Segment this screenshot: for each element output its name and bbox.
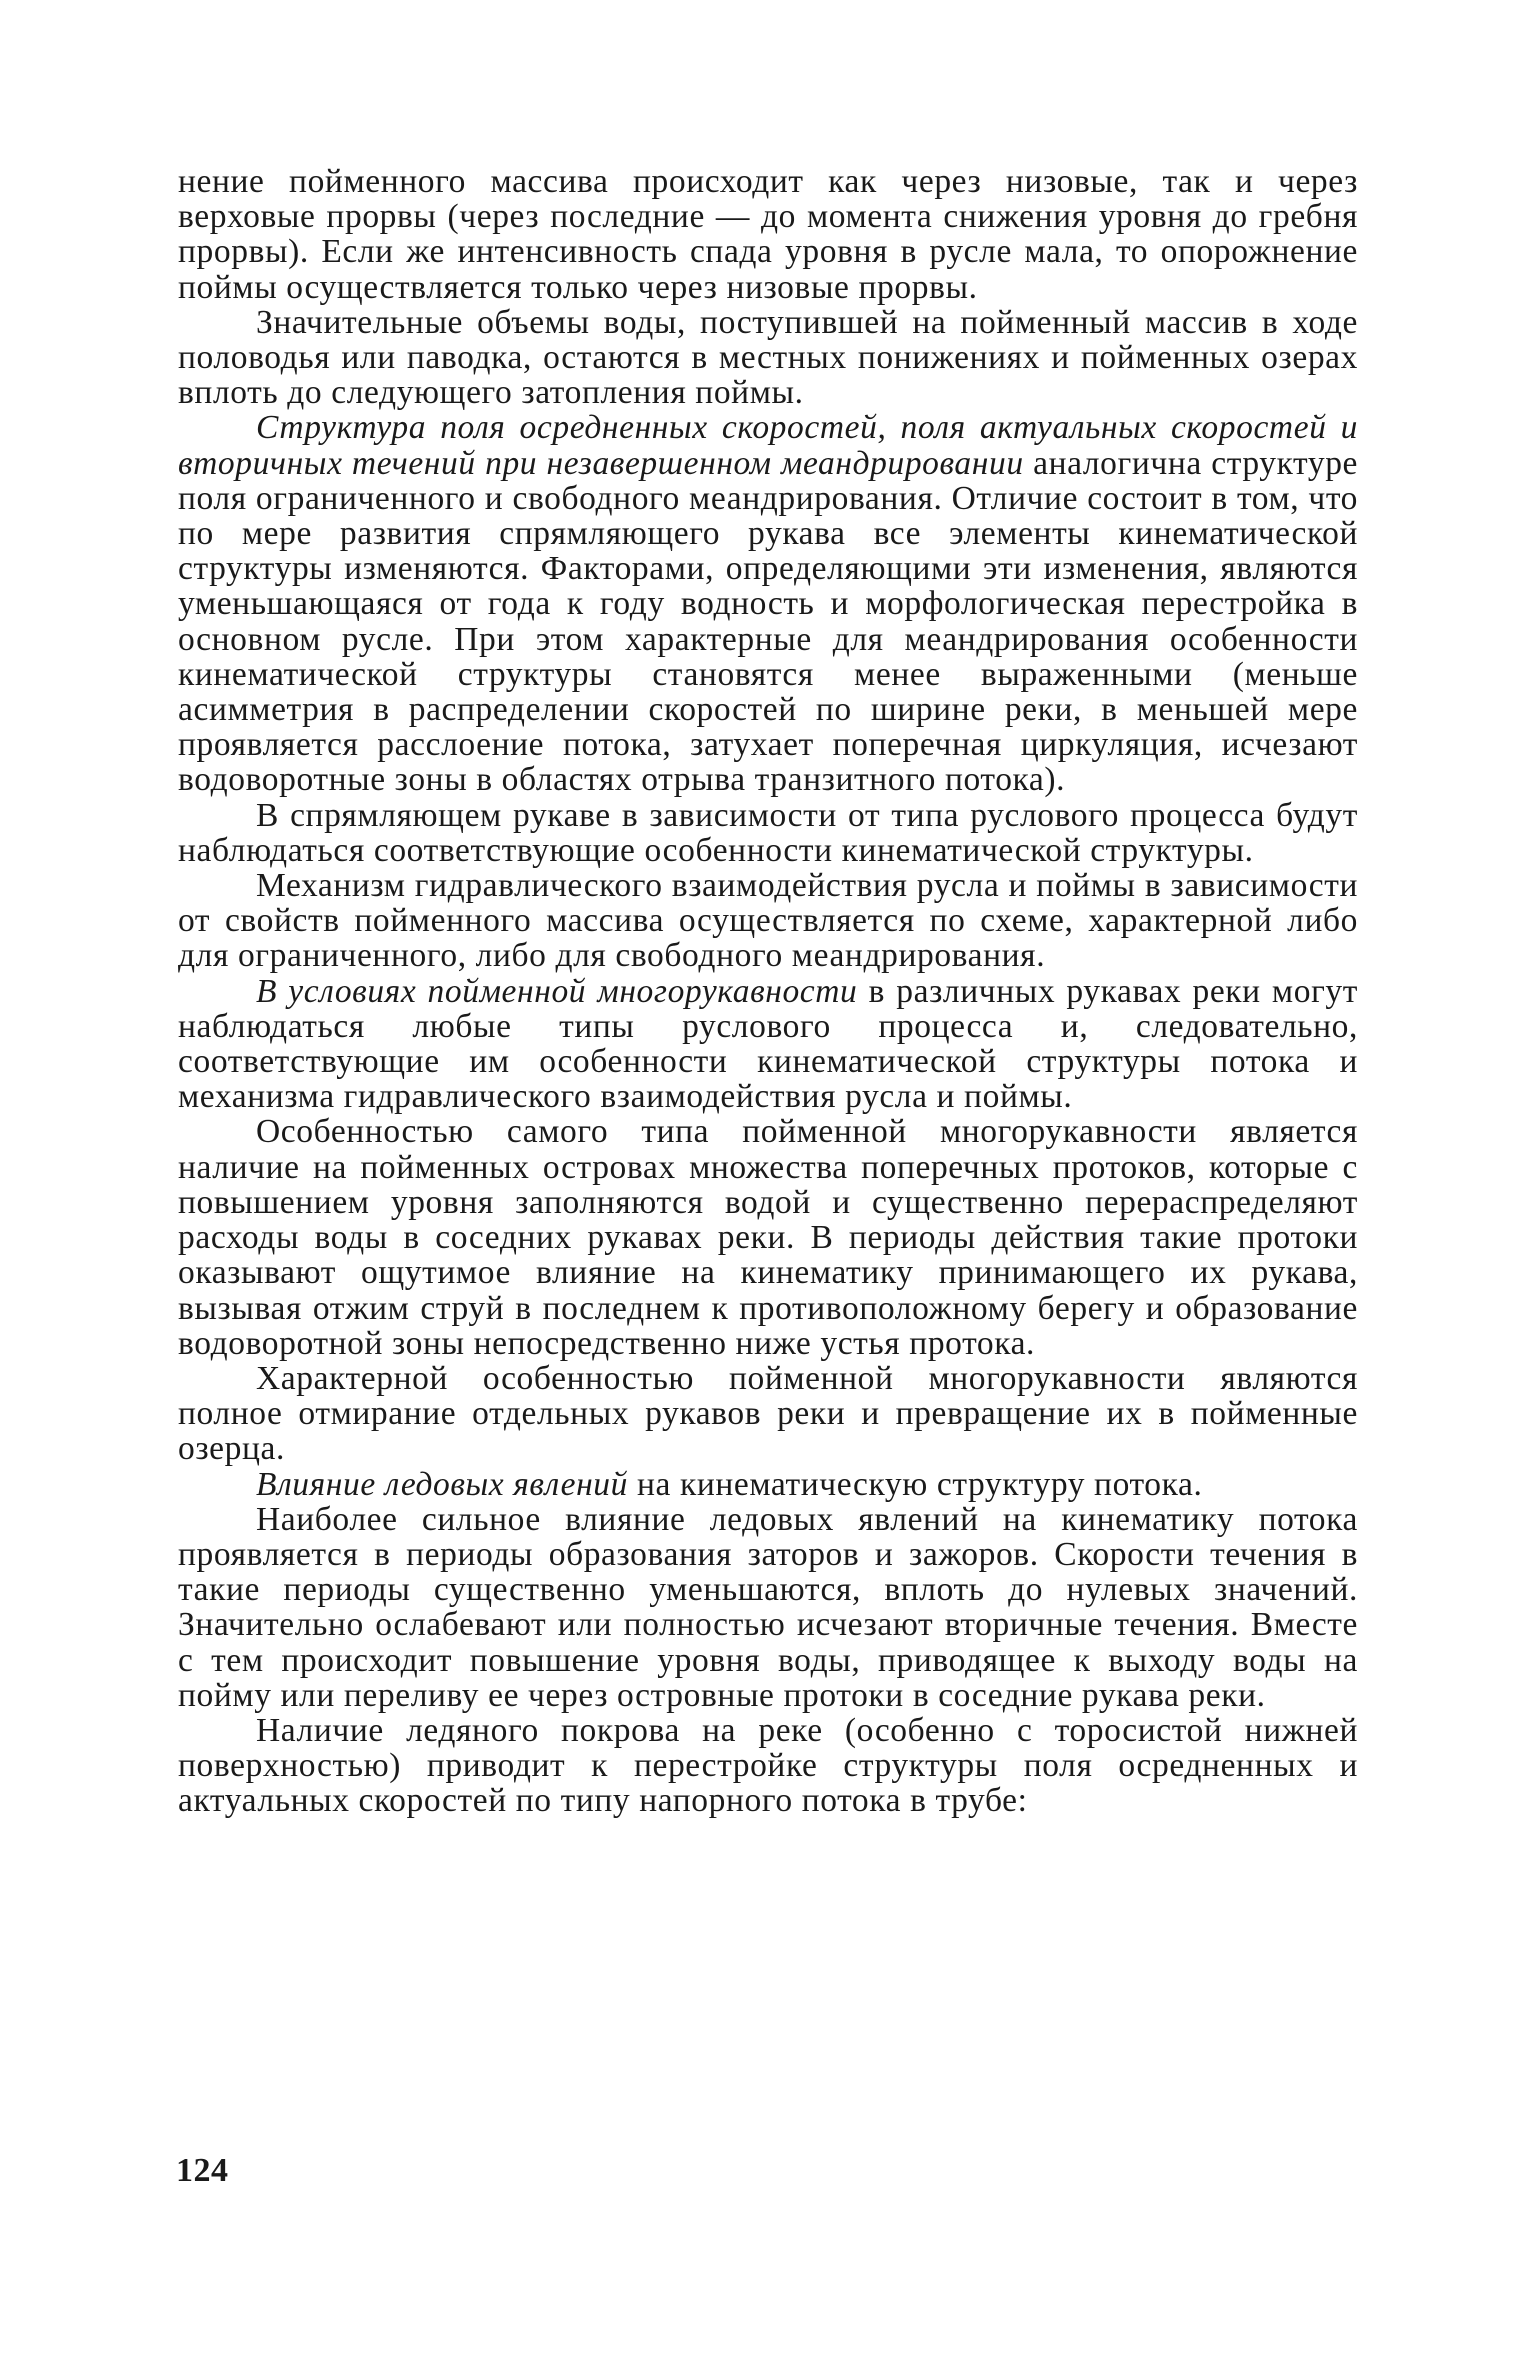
paragraph-text: Механизм гидравлического взаимодействия русла и поймы в зависимости от свойств пойменного массива осуществляется по схеме, характерной либо для ограниченного, либо для свободного меандрирования. [178,867,1358,975]
paragraph-text: Особенностью самого типа пойменной многорукавности является наличие на пойменных островах множества поперечных протоков, которые с повышением уровня заполняются водой и существенно перераспределяют расходы воды в соседних рукавах реки. В периоды действия такие протоки оказывают ощутимое влияние на кинематику принимающего их рукава, вызывая отжим струй в последнем к противоположному берегу и образование водоворотной зоны непосредственно ниже устья протока. [178,1113,1358,1362]
paragraph [178,1502,1358,1713]
page-body [178,164,1358,1819]
paragraph-text: Значительные объемы воды, поступившей на пойменный массив в ходе половодья или паводка, остаются в местных понижениях и пойменных озерах вплоть до следующего затопления поймы. [178,303,1358,412]
italic-heading: Структура поля осредненных скоростей, поля актуальных скоростей и вторичных течений при незавершенном меандрировании [178,409,1358,482]
paragraph-text: Характерной особенностью пойменной многорукавности являются полное отмирание отдельных рукавов реки и превращение их в пойменные озерца. [178,1359,1358,1468]
paragraph-text: Наличие ледяного покрова на реке (особенно с торосистой нижней поверхностью) приводит к перестройке структуры поля осредненных и актуальных скоростей по типу напорного потока в трубе: [178,1711,1358,1820]
paragraph [178,1114,1358,1360]
paragraph [178,868,1358,974]
italic-heading: Влияние ледовых явлений [256,1465,628,1503]
paragraph-text: на кинематическую структуру потока. [628,1465,1203,1503]
page-number: 124 [176,2152,229,2189]
paragraph [178,1713,1358,1819]
paragraph [178,1361,1358,1467]
italic-heading: В условиях пойменной многорукавности [256,972,858,1010]
paragraph [178,974,1358,1115]
paragraph-text: Наиболее сильное влияние ледовых явлений на кинематику потока проявляется в периоды образования заторов и зажоров. Скорости течения в такие периоды существенно уменьшаются, вплоть до нулевых значений. Значительно ослабевают или полностью исчезают вторичные течения. Вместе с тем происходит повышение уровня воды, приводящее к выходу воды на пойму или переливу ее через островные протоки в соседние рукава реки. [178,1500,1358,1714]
paragraph-text: В спрямляющем рукаве в зависимости от типа руслового процесса будут наблюдаться соответствующие особенности кинематической структуры. [178,796,1358,869]
paragraph [178,305,1358,411]
paragraph-text: нение пойменного массива происходит как через низовые, так и через верховые прорвы (через последние — до момента снижения уровня до гребня прорвы). Если же интенсивность спада уровня в русле мала, то опорожнение поймы осуществляется только через низовые прорвы. [178,163,1358,306]
paragraph [178,164,1358,305]
paragraph [178,798,1358,868]
paragraph-text: аналогична структуре поля ограниченного и свободного меандрирования. Отличие состоит в том, что по мере развития спрямляющего рукава все элементы кинематической структуры изменяются. Факторами, определяющими эти изменения, являются уменьшающаяся от года к году водность и морфологическая перестройка в основном русле. При этом характерные для меандрирования особенности кинематической структуры становятся менее выраженными (меньше асимметрия в распределении скоростей по ширине реки, в меньшей мере проявляется расслоение потока, затухает поперечная циркуляция, исчезают водоворотные зоны в областях отрыва транзитного потока). [178,444,1359,799]
paragraph [178,1467,1358,1502]
paragraph [178,410,1358,797]
paragraph-text: в различных рукавах реки могут наблюдаться любые типы руслового процесса и, следовательно, соответствующие им особенности кинематической структуры потока и механизма гидравлического взаимодействия русла и поймы. [178,972,1358,1116]
